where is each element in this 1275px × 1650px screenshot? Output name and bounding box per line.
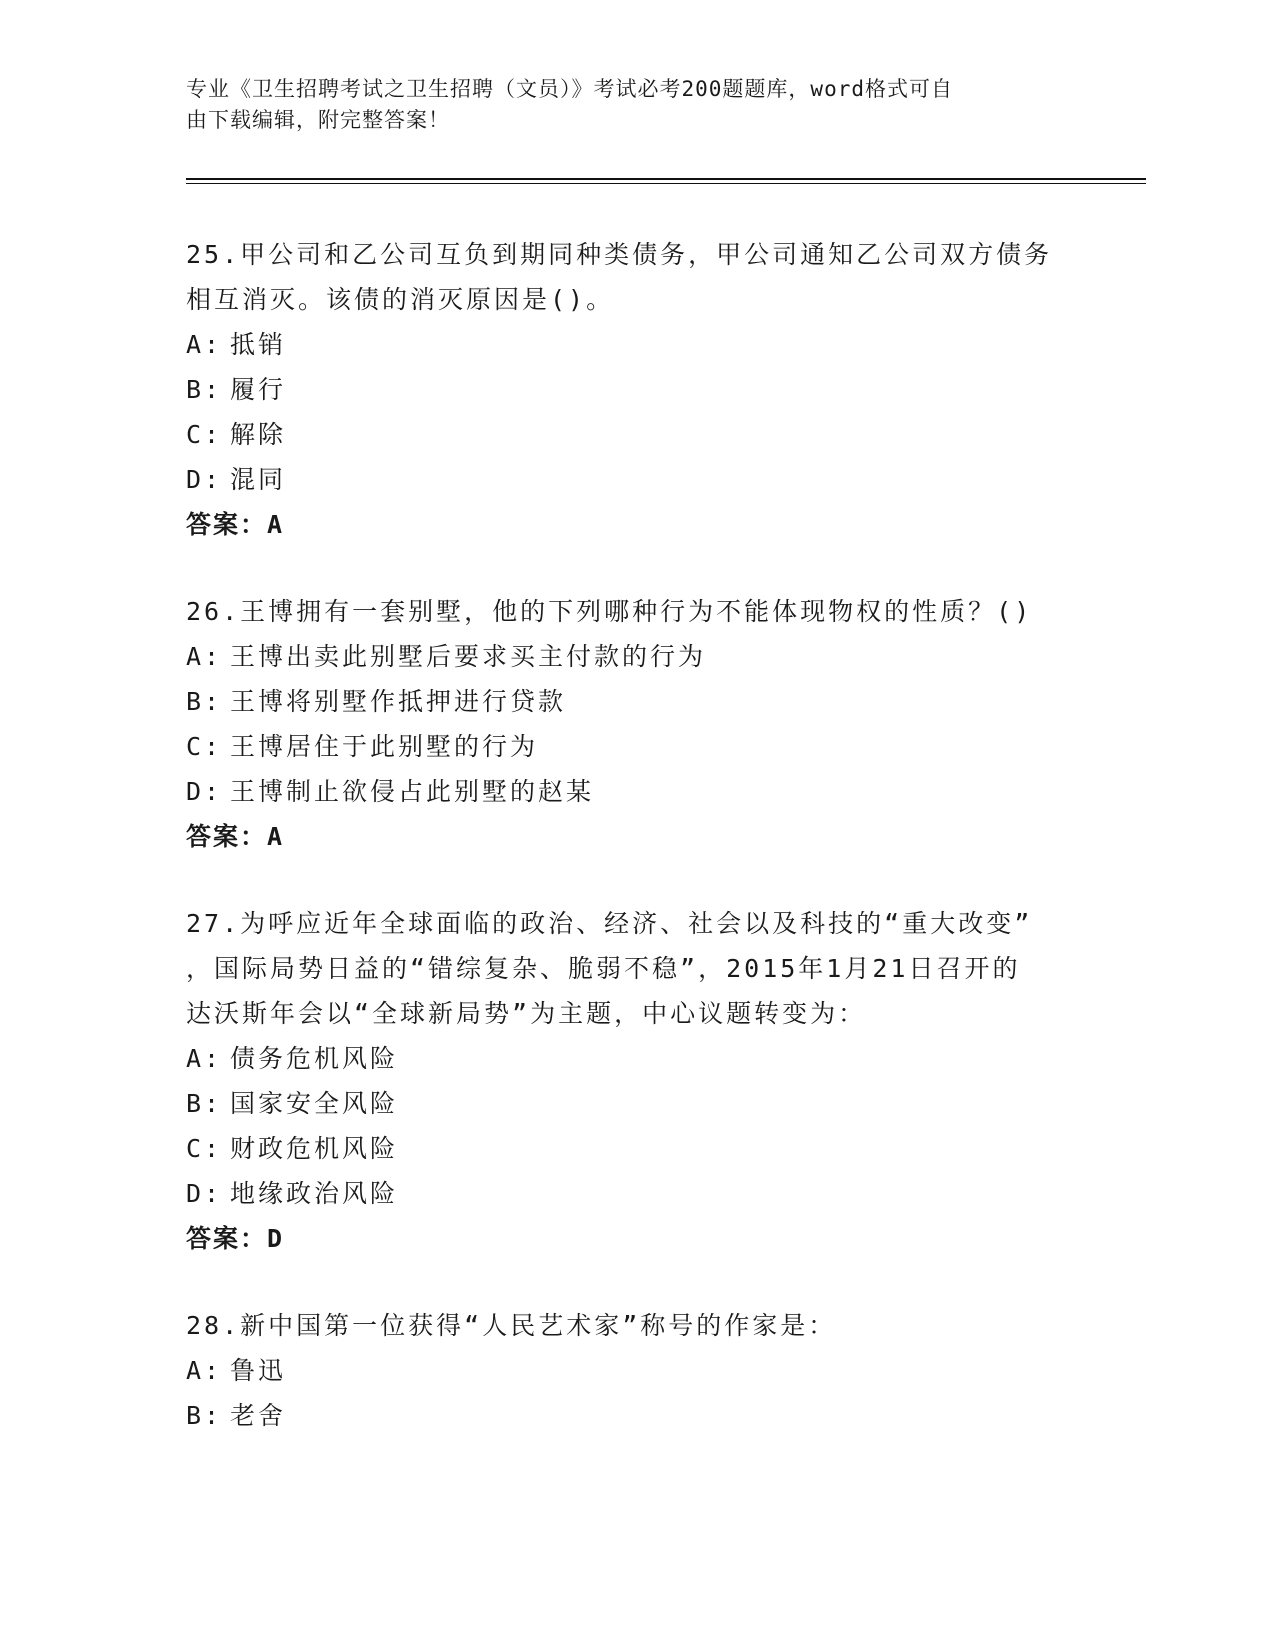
option-letter: C: — [186, 420, 223, 449]
option-text: 债务危机风险 — [230, 1044, 399, 1073]
answer-option — [186, 769, 1086, 814]
option-letter: D: — [186, 1179, 223, 1208]
question-block — [186, 589, 1086, 859]
answer-option — [186, 457, 1086, 502]
option-letter: A: — [186, 1044, 223, 1073]
question-block — [186, 901, 1086, 1261]
answer-option — [186, 1393, 1086, 1438]
header-divider — [186, 183, 1146, 184]
answer-key: 答案：A — [186, 510, 285, 539]
option-text: 王博将别墅作抵押进行贷款 — [230, 687, 567, 716]
option-letter: A: — [186, 1356, 223, 1385]
option-text: 老舍 — [230, 1401, 287, 1430]
question-stem: 达沃斯年会以“全球新局势”为主题，中心议题转变为： — [186, 999, 867, 1028]
option-letter: B: — [186, 1401, 223, 1430]
answer-key: 答案：D — [186, 1224, 285, 1253]
option-letter: A: — [186, 330, 223, 359]
option-text: 王博制止欲侵占此别墅的赵某 — [230, 777, 595, 806]
option-text: 国家安全风险 — [230, 1089, 399, 1118]
header-line: 由下载编辑，附完整答案！ — [186, 108, 450, 132]
option-text: 混同 — [230, 465, 287, 494]
answer-option — [186, 679, 1086, 724]
option-text: 抵销 — [230, 330, 287, 359]
document-header — [186, 74, 1066, 136]
answer-option — [186, 1126, 1086, 1171]
header-divider — [186, 178, 1146, 180]
question-block — [186, 232, 1086, 547]
option-text: 财政危机风险 — [230, 1134, 399, 1163]
option-letter: B: — [186, 375, 223, 404]
option-letter: A: — [186, 642, 223, 671]
option-text: 地缘政治风险 — [230, 1179, 399, 1208]
question-stem: 28.新中国第一位获得“人民艺术家”称号的作家是： — [186, 1311, 837, 1340]
answer-option — [186, 1348, 1086, 1393]
question-stem: ，国际局势日益的“错综复杂、脆弱不稳”，2015年1月21日召开的 — [186, 954, 1021, 983]
option-letter: D: — [186, 465, 223, 494]
answer-option — [186, 412, 1086, 457]
option-text: 鲁迅 — [230, 1356, 287, 1385]
option-letter: C: — [186, 732, 223, 761]
answer-option — [186, 322, 1086, 367]
option-text: 履行 — [230, 375, 287, 404]
option-letter: D: — [186, 777, 223, 806]
answer-option — [186, 367, 1086, 412]
answer-key: 答案：A — [186, 822, 285, 851]
option-text: 王博出卖此别墅后要求买主付款的行为 — [230, 642, 707, 671]
option-text: 解除 — [230, 420, 287, 449]
answer-option — [186, 1171, 1086, 1216]
header-line: 专业《卫生招聘考试之卫生招聘（文员）》考试必考200题题库，word格式可自 — [186, 77, 953, 101]
question-list — [186, 232, 1086, 1480]
answer-option — [186, 634, 1086, 679]
question-stem: 相互消灭。该债的消灭原因是()。 — [186, 285, 615, 314]
question-stem: 25.甲公司和乙公司互负到期同种类债务，甲公司通知乙公司双方债务 — [186, 240, 1053, 269]
question-block — [186, 1303, 1086, 1438]
answer-option — [186, 724, 1086, 769]
question-stem: 27.为呼应近年全球面临的政治、经济、社会以及科技的“重大改变” — [186, 909, 1033, 938]
option-letter: B: — [186, 687, 223, 716]
question-stem: 26.王博拥有一套别墅，他的下列哪种行为不能体现物权的性质？() — [186, 597, 1033, 626]
option-letter: C: — [186, 1134, 223, 1163]
option-text: 王博居住于此别墅的行为 — [230, 732, 539, 761]
answer-option — [186, 1036, 1086, 1081]
option-letter: B: — [186, 1089, 223, 1118]
answer-option — [186, 1081, 1086, 1126]
